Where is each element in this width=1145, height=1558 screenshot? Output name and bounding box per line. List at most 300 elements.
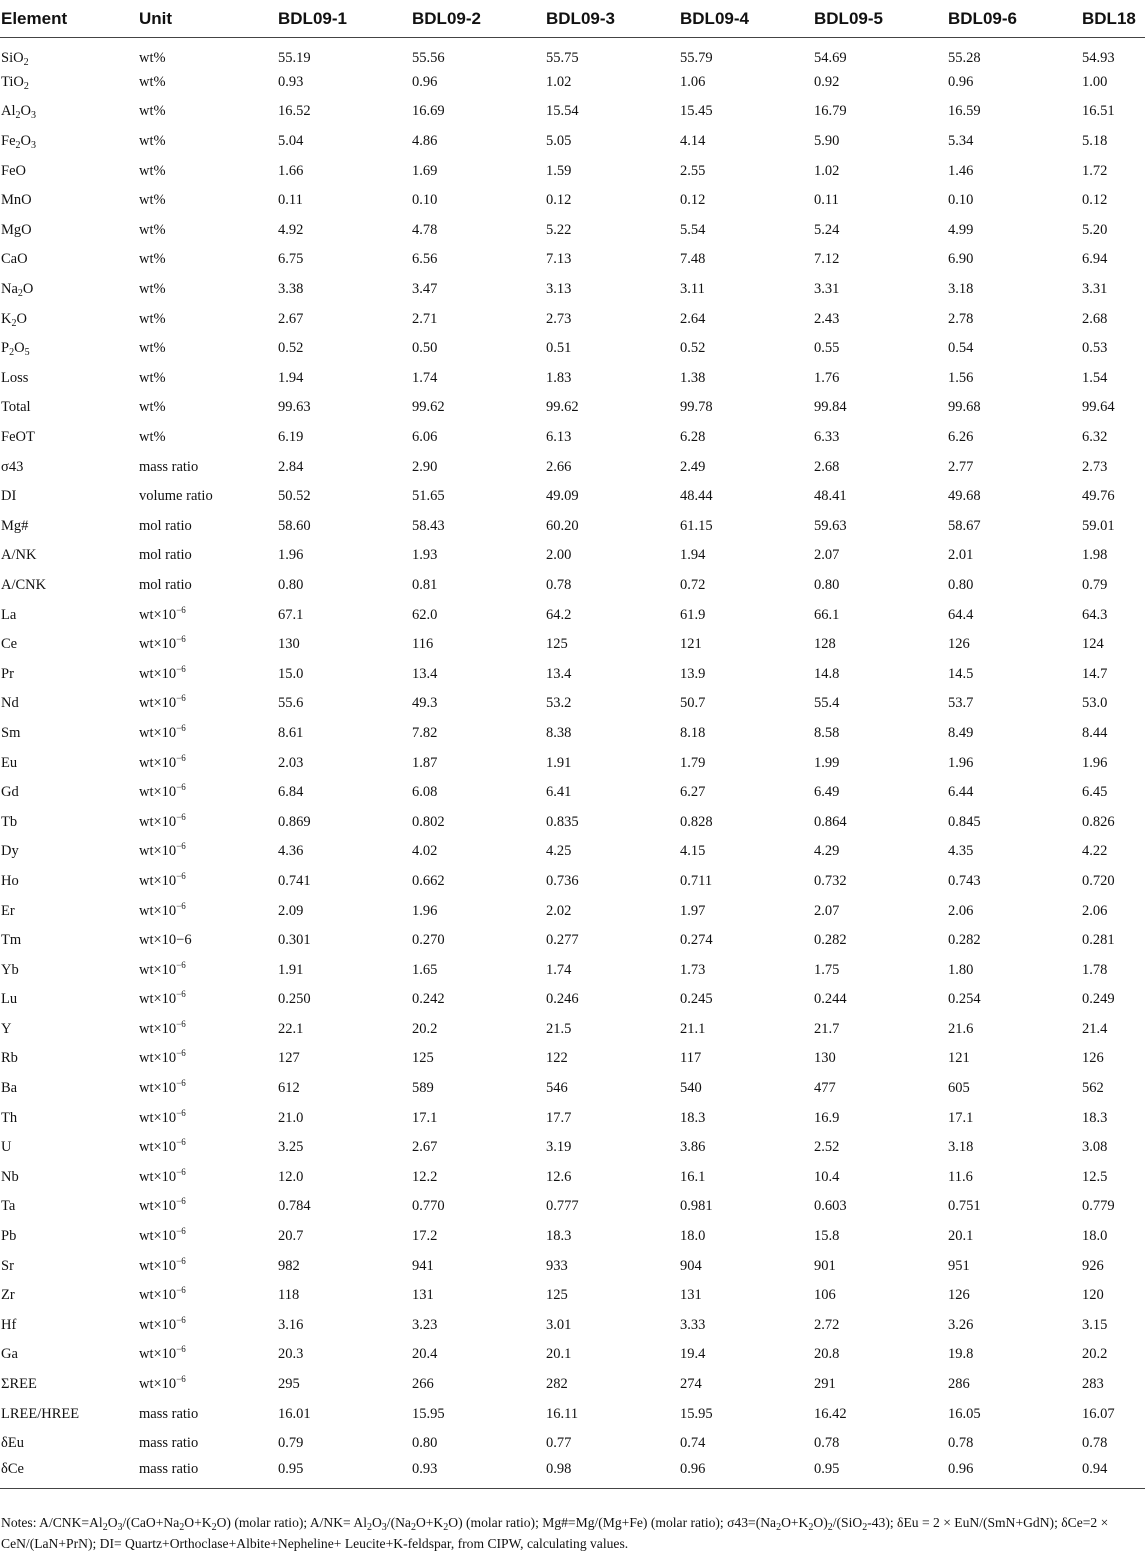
value-cell: 99.64 xyxy=(1082,399,1115,416)
value-cell: 22.1 xyxy=(278,1020,304,1037)
value-cell: 2.52 xyxy=(814,1139,840,1156)
element-cell: SiO$_2$ xyxy=(1,50,29,68)
element-cell: Er xyxy=(1,902,15,919)
table-row xyxy=(0,156,1145,186)
value-cell: 4.86 xyxy=(412,133,438,150)
table-row xyxy=(0,68,1145,98)
table-row xyxy=(0,837,1145,867)
value-cell: 3.18 xyxy=(948,281,974,298)
value-cell: 0.79 xyxy=(1082,576,1108,593)
value-cell: 99.63 xyxy=(278,399,311,416)
value-cell: 1.75 xyxy=(814,961,840,978)
value-cell: 5.04 xyxy=(278,133,304,150)
value-cell: 266 xyxy=(412,1376,434,1393)
element-cell: Eu xyxy=(1,754,18,771)
unit-cell: $wt\times 10^{-6}$ xyxy=(139,1137,186,1156)
value-cell: 3.33 xyxy=(680,1316,706,1333)
value-cell: 0.270 xyxy=(412,932,445,949)
element-cell: δEu xyxy=(1,1435,24,1452)
value-cell: 0.301 xyxy=(278,932,311,949)
value-cell: 0.777 xyxy=(546,1198,579,1215)
value-cell: 2.64 xyxy=(680,310,706,327)
table-row xyxy=(0,216,1145,246)
value-cell: 49.76 xyxy=(1082,488,1115,505)
value-cell: 6.44 xyxy=(948,784,974,801)
value-cell: 0.54 xyxy=(948,340,974,357)
value-cell: 16.51 xyxy=(1082,103,1115,120)
value-cell: 8.18 xyxy=(680,724,706,741)
unit-cell: $wt\times 10^{-6}$ xyxy=(139,1255,186,1274)
value-cell: 11.6 xyxy=(948,1168,973,1185)
value-cell: 54.93 xyxy=(1082,50,1115,67)
unit-cell: mass ratio xyxy=(139,458,199,475)
table-row xyxy=(0,659,1145,689)
value-cell: 3.23 xyxy=(412,1316,438,1333)
value-cell: 0.78 xyxy=(546,576,572,593)
value-cell: 51.65 xyxy=(412,488,445,505)
value-cell: 1.54 xyxy=(1082,369,1108,386)
value-cell: 1.56 xyxy=(948,369,974,386)
element-cell: Ga xyxy=(1,1346,18,1363)
value-cell: 20.7 xyxy=(278,1228,304,1245)
value-cell: 2.03 xyxy=(278,754,304,771)
value-cell: 55.28 xyxy=(948,50,981,67)
value-cell: 14.8 xyxy=(814,665,840,682)
table-row xyxy=(0,97,1145,127)
value-cell: 291 xyxy=(814,1376,836,1393)
element-cell: Dy xyxy=(1,843,19,860)
element-cell: DI xyxy=(1,488,17,505)
value-cell: 99.62 xyxy=(546,399,579,416)
value-cell: 16.11 xyxy=(546,1405,579,1422)
table-row xyxy=(0,512,1145,542)
value-cell: 0.282 xyxy=(814,932,847,949)
value-cell: 0.98 xyxy=(546,1459,680,1489)
element-cell: $P_2O_5$ xyxy=(1,340,30,359)
value-cell: 6.33 xyxy=(814,429,840,446)
value-cell: 1.59 xyxy=(546,162,572,179)
element-cell: LREE/HREE xyxy=(1,1405,80,1422)
unit-cell: $wt\times 10^{-6}$ xyxy=(139,1078,186,1097)
value-cell: 0.736 xyxy=(546,872,579,889)
value-cell: 126 xyxy=(1082,1050,1104,1067)
unit-cell: wt% xyxy=(139,340,166,357)
value-cell: 6.94 xyxy=(1082,251,1108,268)
value-cell: 4.15 xyxy=(680,843,706,860)
column-header: BDL18 xyxy=(1082,0,1145,38)
value-cell: 16.69 xyxy=(412,103,445,120)
value-cell: 21.1 xyxy=(680,1020,706,1037)
value-cell: 6.19 xyxy=(278,429,304,446)
value-cell: 283 xyxy=(1082,1376,1104,1393)
value-cell: 1.72 xyxy=(1082,162,1108,179)
value-cell: 16.1 xyxy=(680,1168,706,1185)
value-cell: 477 xyxy=(814,1080,836,1097)
unit-cell: $wt\times 10^{-6}$ xyxy=(139,1048,186,1067)
value-cell: 18.3 xyxy=(546,1228,572,1245)
element-cell: Rb xyxy=(1,1050,18,1067)
value-cell: 2.06 xyxy=(948,902,974,919)
value-cell: 0.96 xyxy=(948,1459,1082,1489)
element-cell: Ba xyxy=(1,1080,18,1097)
value-cell: 131 xyxy=(680,1287,702,1304)
value-cell: 0.79 xyxy=(278,1435,304,1452)
value-cell: 55.6 xyxy=(278,695,304,712)
value-cell: 4.36 xyxy=(278,843,304,860)
table-row xyxy=(0,1015,1145,1045)
value-cell: 48.44 xyxy=(680,488,713,505)
table-row xyxy=(0,926,1145,956)
value-cell: 2.07 xyxy=(814,902,840,919)
element-cell: U xyxy=(1,1139,12,1156)
element-cell: Sr xyxy=(1,1257,14,1274)
value-cell: 2.67 xyxy=(412,1139,438,1156)
value-cell: 55.4 xyxy=(814,695,840,712)
value-cell: 61.15 xyxy=(680,517,713,534)
table-row xyxy=(0,423,1145,453)
value-cell: 99.78 xyxy=(680,399,713,416)
table-row xyxy=(0,1370,1145,1400)
value-cell: 0.720 xyxy=(1082,872,1115,889)
value-cell: 49.3 xyxy=(412,695,438,712)
table-row xyxy=(0,1074,1145,1104)
value-cell: 0.10 xyxy=(412,192,438,209)
unit-cell: $wt\times 10^{-6}$ xyxy=(139,752,186,771)
value-cell: 99.68 xyxy=(948,399,981,416)
element-cell: CaO xyxy=(1,251,28,268)
value-cell: 1.73 xyxy=(680,961,706,978)
element-cell: Loss xyxy=(1,369,29,386)
value-cell: 53.0 xyxy=(1082,695,1108,712)
value-cell: 1.69 xyxy=(412,162,438,179)
value-cell: 562 xyxy=(1082,1080,1104,1097)
table-row xyxy=(0,955,1145,985)
value-cell: 4.22 xyxy=(1082,843,1108,860)
value-cell: 1.94 xyxy=(278,369,304,386)
value-cell: 8.61 xyxy=(278,724,304,741)
value-cell: 0.751 xyxy=(948,1198,981,1215)
value-cell: 282 xyxy=(546,1376,568,1393)
value-cell: 0.281 xyxy=(1082,932,1115,949)
value-cell: 0.93 xyxy=(278,73,304,90)
element-cell: TiO$_2$ xyxy=(1,73,29,92)
value-cell: 17.7 xyxy=(546,1109,572,1126)
unit-cell: wt% xyxy=(139,281,166,298)
header-row xyxy=(0,0,1145,38)
value-cell: 130 xyxy=(278,636,300,653)
value-cell: 6.84 xyxy=(278,784,304,801)
value-cell: 1.99 xyxy=(814,754,840,771)
value-cell: 2.90 xyxy=(412,458,438,475)
value-cell: 15.8 xyxy=(814,1228,840,1245)
element-cell: Tb xyxy=(1,813,18,830)
value-cell: 1.96 xyxy=(1082,754,1108,771)
value-cell: 6.27 xyxy=(680,784,706,801)
value-cell: 15.54 xyxy=(546,103,579,120)
value-cell: 0.77 xyxy=(546,1435,572,1452)
value-cell: 54.69 xyxy=(814,50,847,67)
table-row xyxy=(0,1429,1145,1459)
value-cell: 125 xyxy=(412,1050,434,1067)
value-cell: 8.44 xyxy=(1082,724,1108,741)
value-cell: 0.250 xyxy=(278,991,311,1008)
value-cell: 2.66 xyxy=(546,458,572,475)
unit-cell: $wt\times 10^{-6}$ xyxy=(139,1107,186,1126)
value-cell: 0.80 xyxy=(814,576,840,593)
unit-cell: $wt\times 10^{-6}$ xyxy=(139,870,186,889)
value-cell: 605 xyxy=(948,1080,970,1097)
value-cell: 50.7 xyxy=(680,695,706,712)
value-cell: 0.95 xyxy=(278,1459,412,1489)
value-cell: 18.3 xyxy=(1082,1109,1108,1126)
value-cell: 2.73 xyxy=(1082,458,1108,475)
value-cell: 1.74 xyxy=(546,961,572,978)
value-cell: 20.3 xyxy=(278,1346,304,1363)
table-row xyxy=(0,275,1145,305)
value-cell: 0.741 xyxy=(278,872,311,889)
value-cell: 55.56 xyxy=(412,50,445,67)
unit-cell: wt×10−6 xyxy=(139,932,192,949)
value-cell: 0.74 xyxy=(680,1435,706,1452)
value-cell: 8.58 xyxy=(814,724,840,741)
element-cell: Nd xyxy=(1,695,19,712)
value-cell: 1.91 xyxy=(278,961,304,978)
element-cell: Lu xyxy=(1,991,18,1008)
value-cell: 0.835 xyxy=(546,813,579,830)
value-cell: 124 xyxy=(1082,636,1104,653)
value-cell: 3.01 xyxy=(546,1316,572,1333)
value-cell: 933 xyxy=(546,1257,568,1274)
unit-cell: mol ratio xyxy=(139,576,192,593)
value-cell: 941 xyxy=(412,1257,434,1274)
value-cell: 20.2 xyxy=(412,1020,438,1037)
value-cell: 130 xyxy=(814,1050,836,1067)
value-cell: 0.845 xyxy=(948,813,981,830)
value-cell: 6.26 xyxy=(948,429,974,446)
value-cell: 3.16 xyxy=(278,1316,304,1333)
unit-cell: mass ratio xyxy=(139,1459,278,1489)
value-cell: 127 xyxy=(278,1050,300,1067)
column-header: BDL09-3 xyxy=(546,0,680,38)
value-cell: 0.246 xyxy=(546,991,579,1008)
value-cell: 0.828 xyxy=(680,813,713,830)
value-cell: 546 xyxy=(546,1080,568,1097)
value-cell: 6.41 xyxy=(546,784,572,801)
element-cell: Tm xyxy=(1,932,22,949)
value-cell: 0.10 xyxy=(948,192,974,209)
table-row xyxy=(0,600,1145,630)
value-cell: 7.82 xyxy=(412,724,438,741)
value-cell: 3.31 xyxy=(814,281,840,298)
value-cell: 0.78 xyxy=(814,1435,840,1452)
unit-cell: $wt\times 10^{-6}$ xyxy=(139,1285,186,1304)
value-cell: 0.864 xyxy=(814,813,847,830)
value-cell: 55.19 xyxy=(278,50,311,67)
element-cell: Ce xyxy=(1,636,18,653)
value-cell: 2.43 xyxy=(814,310,840,327)
value-cell: 61.9 xyxy=(680,606,706,623)
unit-cell: $wt\times 10^{-6}$ xyxy=(139,604,186,623)
value-cell: 16.79 xyxy=(814,103,847,120)
table-row xyxy=(0,1103,1145,1133)
table-row xyxy=(0,1311,1145,1341)
value-cell: 0.12 xyxy=(1082,192,1108,209)
value-cell: 0.72 xyxy=(680,576,706,593)
value-cell: 3.47 xyxy=(412,281,438,298)
value-cell: 49.68 xyxy=(948,488,981,505)
value-cell: 2.78 xyxy=(948,310,974,327)
value-cell: 16.05 xyxy=(948,1405,981,1422)
value-cell: 0.779 xyxy=(1082,1198,1115,1215)
value-cell: 2.07 xyxy=(814,547,840,564)
unit-cell: $wt\times 10^{-6}$ xyxy=(139,722,186,741)
table-row xyxy=(0,245,1145,275)
value-cell: 18.0 xyxy=(1082,1228,1108,1245)
value-cell: 1.98 xyxy=(1082,547,1108,564)
unit-cell: wt% xyxy=(139,251,166,268)
unit-cell: wt% xyxy=(139,399,166,416)
value-cell: 0.78 xyxy=(1082,1435,1108,1452)
value-cell: 7.48 xyxy=(680,251,706,268)
element-cell: ΣREE xyxy=(1,1376,37,1393)
value-cell: 3.25 xyxy=(278,1139,304,1156)
value-cell: 125 xyxy=(546,1287,568,1304)
value-cell: 18.3 xyxy=(680,1109,706,1126)
value-cell: 20.1 xyxy=(948,1228,974,1245)
value-cell: 0.869 xyxy=(278,813,311,830)
unit-cell: $wt\times 10^{-6}$ xyxy=(139,693,186,712)
value-cell: 4.92 xyxy=(278,221,304,238)
value-cell: 0.93 xyxy=(412,1459,546,1489)
value-cell: 19.8 xyxy=(948,1346,974,1363)
table-row xyxy=(0,364,1145,394)
value-cell: 64.4 xyxy=(948,606,974,623)
unit-cell: mass ratio xyxy=(139,1435,199,1452)
value-cell: 64.3 xyxy=(1082,606,1108,623)
value-cell: 1.66 xyxy=(278,162,304,179)
value-cell: 128 xyxy=(814,636,836,653)
value-cell: 4.14 xyxy=(680,133,706,150)
value-cell: 53.2 xyxy=(546,695,572,712)
unit-cell: $wt\times 10^{-6}$ xyxy=(139,1226,186,1245)
value-cell: 0.52 xyxy=(278,340,304,357)
element-cell: La xyxy=(1,606,17,623)
value-cell: 49.09 xyxy=(546,488,579,505)
value-cell: 4.02 xyxy=(412,843,438,860)
table-row xyxy=(0,778,1145,808)
value-cell: 6.13 xyxy=(546,429,572,446)
element-cell: FeOT xyxy=(1,429,35,446)
value-cell: 0.92 xyxy=(814,73,840,90)
value-cell: 58.67 xyxy=(948,517,981,534)
table-row xyxy=(0,1251,1145,1281)
value-cell: 1.96 xyxy=(412,902,438,919)
value-cell: 2.00 xyxy=(546,547,572,564)
table-row xyxy=(0,452,1145,482)
value-cell: 0.603 xyxy=(814,1198,847,1215)
value-cell: 0.96 xyxy=(680,1459,814,1489)
value-cell: 17.1 xyxy=(412,1109,438,1126)
value-cell: 0.12 xyxy=(680,192,706,209)
value-cell: 0.826 xyxy=(1082,813,1115,830)
value-cell: 0.802 xyxy=(412,813,445,830)
value-cell: 0.249 xyxy=(1082,991,1115,1008)
table-row xyxy=(0,571,1145,601)
value-cell: 2.73 xyxy=(546,310,572,327)
value-cell: 125 xyxy=(546,636,568,653)
value-cell: 1.79 xyxy=(680,754,706,771)
value-cell: 274 xyxy=(680,1376,702,1393)
value-cell: 20.1 xyxy=(546,1346,572,1363)
table-row xyxy=(0,719,1145,749)
value-cell: 0.80 xyxy=(948,576,974,593)
unit-cell: $wt\times 10^{-6}$ xyxy=(139,841,186,860)
value-cell: 62.0 xyxy=(412,606,438,623)
value-cell: 0.245 xyxy=(680,991,713,1008)
table-row xyxy=(0,867,1145,897)
element-cell: $K_2O$ xyxy=(1,310,27,329)
value-cell: 13.9 xyxy=(680,665,706,682)
value-cell: 2.84 xyxy=(278,458,304,475)
element-cell: Zr xyxy=(1,1287,15,1304)
value-cell: 2.55 xyxy=(680,162,706,179)
unit-cell: volume ratio xyxy=(139,488,213,505)
value-cell: 0.711 xyxy=(680,872,713,889)
value-cell: 1.96 xyxy=(948,754,974,771)
value-cell: 3.15 xyxy=(1082,1316,1108,1333)
value-cell: 20.2 xyxy=(1082,1346,1108,1363)
value-cell: 99.84 xyxy=(814,399,847,416)
element-cell: Sm xyxy=(1,724,21,741)
unit-cell: $wt\times 10^{-6}$ xyxy=(139,1314,186,1333)
unit-cell: $wt\times 10^{-6}$ xyxy=(139,1196,186,1215)
unit-cell: $wt\times 10^{-6}$ xyxy=(139,1018,186,1037)
column-header: BDL09-4 xyxy=(680,0,814,38)
value-cell: 3.31 xyxy=(1082,281,1108,298)
value-cell: 1.93 xyxy=(412,547,438,564)
value-cell: 0.277 xyxy=(546,932,579,949)
value-cell: 121 xyxy=(948,1050,970,1067)
value-cell: 1.80 xyxy=(948,961,974,978)
table-row xyxy=(0,1281,1145,1311)
value-cell: 16.42 xyxy=(814,1405,847,1422)
unit-cell: $wt\times 10^{-6}$ xyxy=(139,989,186,1008)
value-cell: 0.732 xyxy=(814,872,847,889)
element-cell: Pr xyxy=(1,665,14,682)
value-cell: 901 xyxy=(814,1257,836,1274)
table-row xyxy=(0,1222,1145,1252)
value-cell: 2.72 xyxy=(814,1316,840,1333)
value-cell: 0.254 xyxy=(948,991,981,1008)
unit-cell: wt% xyxy=(139,221,166,238)
value-cell: 286 xyxy=(948,1376,970,1393)
value-cell: 0.95 xyxy=(814,1459,948,1489)
value-cell: 2.01 xyxy=(948,547,974,564)
value-cell: 0.784 xyxy=(278,1198,311,1215)
value-cell: 20.4 xyxy=(412,1346,438,1363)
value-cell: 10.4 xyxy=(814,1168,840,1185)
unit-cell: wt% xyxy=(139,73,166,90)
value-cell: 2.49 xyxy=(680,458,706,475)
value-cell: 126 xyxy=(948,1287,970,1304)
value-cell: 21.5 xyxy=(546,1020,572,1037)
value-cell: 1.38 xyxy=(680,369,706,386)
value-cell: 7.13 xyxy=(546,251,572,268)
value-cell: 0.50 xyxy=(412,340,438,357)
element-cell: Y xyxy=(1,1020,12,1037)
table-row xyxy=(0,807,1145,837)
table-row xyxy=(0,689,1145,719)
